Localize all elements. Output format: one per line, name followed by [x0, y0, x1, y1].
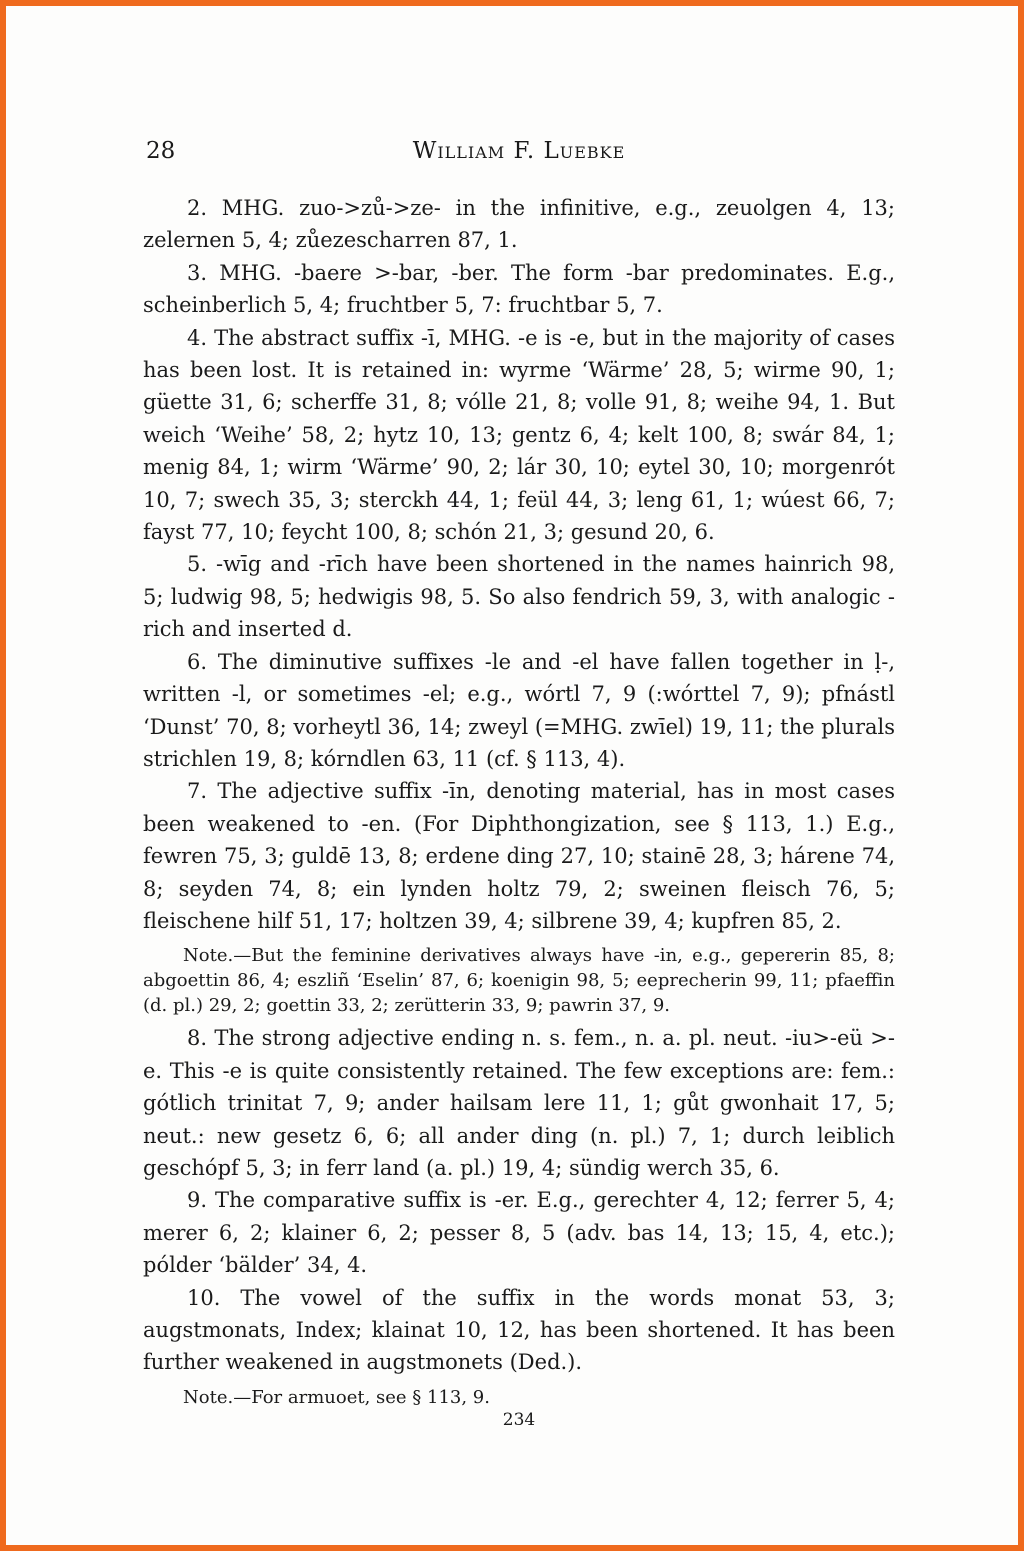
- paragraph-6: 6. The diminutive suffixes -le and -el have fallen together in ḷ-, written -l, or sometimes -el; e.g., wórtl 7, 9 (:wórttel 7, 9); pfnástl ‘Dunst’ 70, 8; vorheytl 36, 14; zweyl (=MHG. zwīel) 19, 11; the plurals strichlen 19, 8; kórndlen 63, 11 (cf. § 113, 4).: [143, 649, 895, 771]
- paragraph-3: 3. MHG. -baere >-bar, -ber. The form -bar predominates. E.g., scheinberlich 5, 4; fruchtber 5, 7: fruchtbar 5, 7.: [143, 260, 895, 318]
- paragraph-8: 8. The strong adjective ending n. s. fem., n. a. pl. neut. -iu>-eü >-e. This -e is quite consistently retained. The few exceptions are: fem.: gótlich trinitat 7, 9; ander hailsam lere 11, 1; gůt gwonhait 17, 5; neut.: new gesetz 6, 6; all ander ding (n. pl.) 7, 1; durch leiblich geschópf 5, 3; in ferr land (a. pl.) 19, 4; sündig werch 35, 6.: [143, 1026, 895, 1180]
- paragraph-2: 2. MHG. zuo->zů->ze- in the infinitive, e.g., zeuolgen 4, 13; zelernen 5, 4; zůezescharren 87, 1.: [143, 196, 895, 253]
- paragraph-9: 9. The comparative suffix is -er. E.g., gerechter 4, 12; ferrer 5, 4; merer 6, 2; klainer 6, 2; pesser 8, 5 (adv. bas 14, 13; 15, 4, etc.); pólder ‘bälder’ 34, 4.: [143, 1188, 895, 1278]
- page-header: [143, 134, 895, 174]
- paragraph-5: 5. -wīg and -rīch have been shortened in the names hainrich 98, 5; ludwig 98, 5; hedwigis 98, 5. So also fendrich 59, 3, with analogic -rich and inserted d.: [143, 552, 895, 642]
- running-head: William F. Luebke: [412, 138, 626, 164]
- paragraph-7: 7. The adjective suffix -īn, denoting material, has in most cases been weakened to -en. (For Diphthongization, see § 113, 1.) E.g., fewren 75, 3; guldē 13, 8; erdene ding 27, 10; stainē 28, 3; hárene 74, 8; seyden 74, 8; ein lynden holtz 79, 2; sweinen fleisch 76, 5; fleischene hilf 51, 17; holtzen 39, 4; silbrene 39, 4; kupfren 85, 2.: [143, 779, 895, 933]
- note-feminine-derivatives: Note.—But the feminine derivatives always have -in, e.g., gepererin 85, 8; abgoettin 86, 4; eszliñ ‘Eselin’ 87, 6; koenigin 98, 5; eeprecherin 99, 11; pfaeffin (d. pl.) 29, 2; goettin 33, 2; zerütterin 33, 9; pawrin 37, 9.: [143, 945, 895, 1017]
- page-body: [143, 192, 895, 1430]
- paragraph-10: 10. The vowel of the suffix in the words monat 53, 3; augstmonats, Index; klainat 10, 12, has been shortened. It has been further weakened in augstmonets (Ded.).: [143, 1285, 895, 1375]
- note-armuoet: Note.—For armuoet, see § 113, 9.: [183, 1386, 490, 1408]
- document-page: [143, 134, 895, 1430]
- signature-mark: 234: [502, 1409, 536, 1430]
- paragraph-4: 4. The abstract suffix -ī, MHG. -e is -e, but in the majority of cases has been lost. It is retained in: wyrme ‘Wärme’ 28, 5; wirme 90, 1; güette 31, 6; scherffe 31, 8; vólle 21, 8; volle 91, 8; weihe 94, 1. But weich ‘Weihe’ 58, 2; hytz 10, 13; gentz 6, 4; kelt 100, 8; swár 84, 1; menig 84, 1; wirm ‘Wärme’ 90, 2; lár 30, 10; eytel 30, 10; morgenrót 10, 7; swech 35, 3; sterckh 44, 1; feül 44, 3; leng 61, 1; wúest 66, 7; fayst 77, 10; feycht 100, 8; schón 21, 3; gesund 20, 6.: [143, 325, 895, 545]
- page-number: 28: [146, 138, 176, 164]
